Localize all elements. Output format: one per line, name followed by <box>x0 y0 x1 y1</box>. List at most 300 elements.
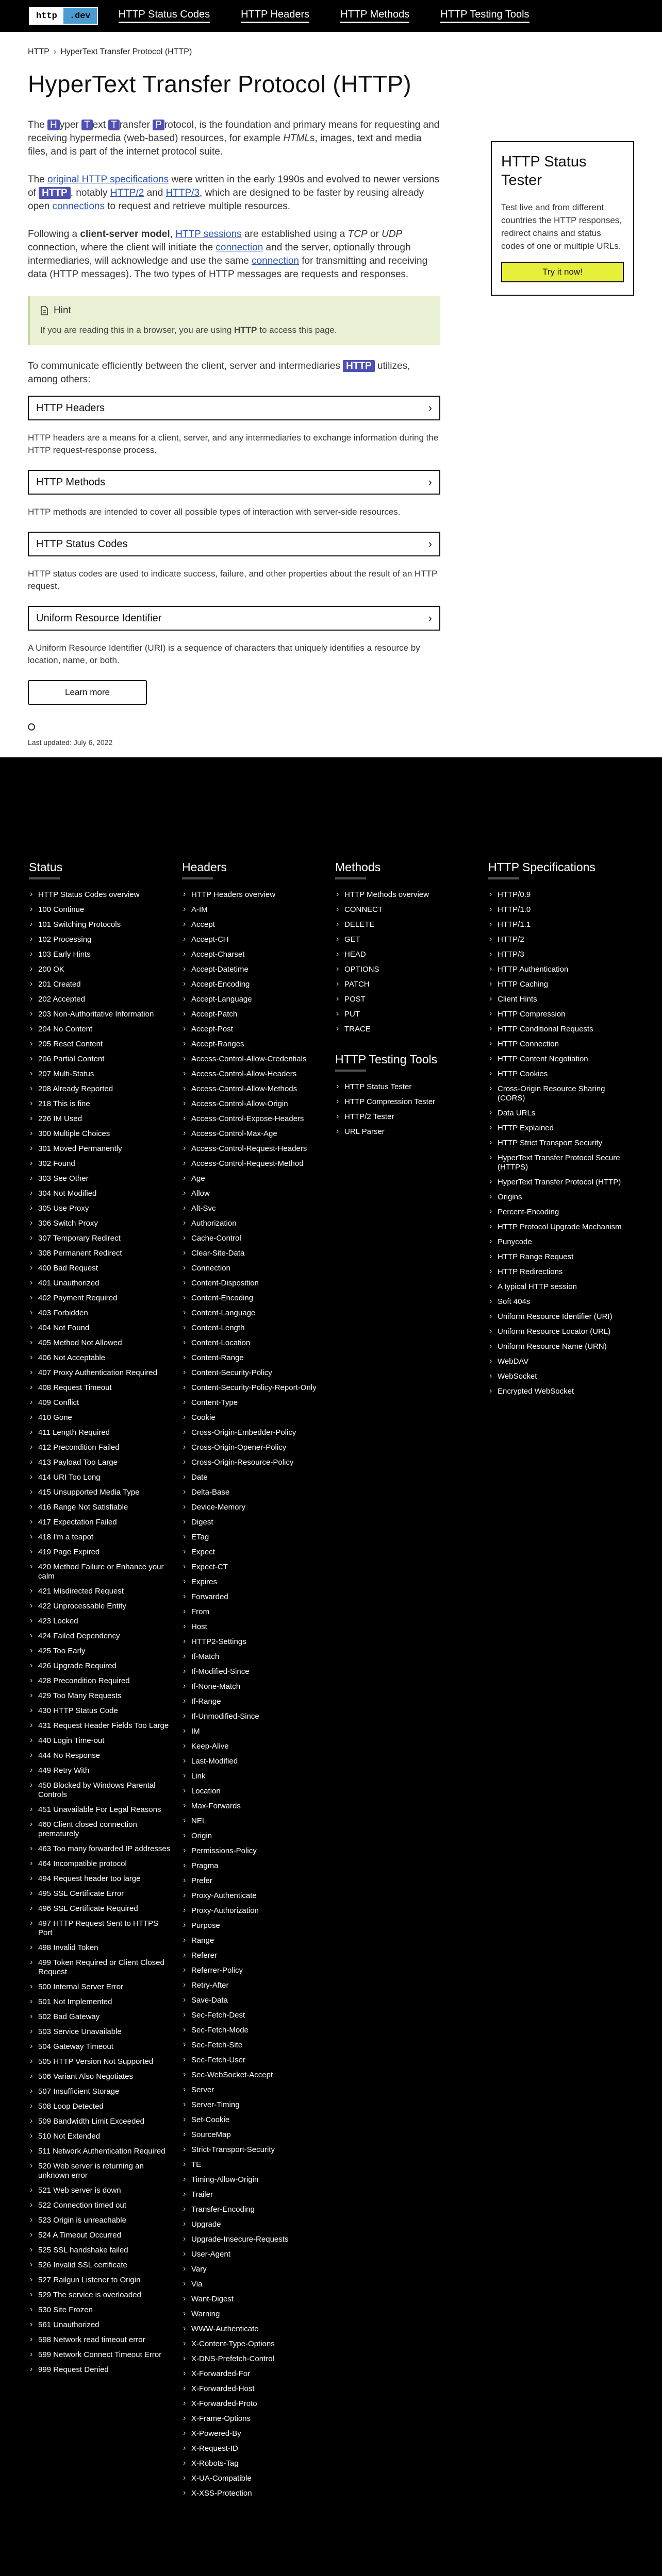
footer-link[interactable]: › 421 Misdirected Request <box>29 1584 172 1599</box>
footer-link[interactable]: › HTTP Cookies <box>488 1067 631 1082</box>
footer-link[interactable]: › IM <box>182 1724 325 1739</box>
footer-methods-heading: Methods <box>335 860 381 874</box>
footer <box>0 757 662 2576</box>
footer-link[interactable]: › Proxy-Authenticate <box>182 1889 325 1904</box>
footer-link[interactable]: › X-Request-ID <box>182 2442 325 2456</box>
footer-link[interactable]: › 426 Upgrade Required <box>29 1659 172 1674</box>
footer-link[interactable]: › CONNECT <box>335 903 478 918</box>
footer-link[interactable]: › Link <box>182 1769 325 1784</box>
try-it-button[interactable]: Try it now! <box>501 262 624 282</box>
footer-link[interactable]: › A typical HTTP session <box>488 1280 631 1295</box>
footer-link[interactable]: › Cross-Origin Resource Sharing (CORS) <box>488 1082 631 1106</box>
footer-link[interactable]: › Accept <box>182 918 325 933</box>
footer-link[interactable]: › Cache-Control <box>182 1231 325 1246</box>
footer-link[interactable]: › Sec-Fetch-Dest <box>182 2008 325 2023</box>
footer-link[interactable]: › Timing-Allow-Origin <box>182 2173 325 2188</box>
footer-link[interactable]: › Access-Control-Expose-Headers <box>182 1112 325 1127</box>
footer-link[interactable]: › 400 Bad Request <box>29 1261 172 1276</box>
footer-link[interactable]: › Encrypted WebSocket <box>488 1384 631 1399</box>
footer-link[interactable]: › HTTP/1.0 <box>488 903 631 918</box>
footer-link[interactable]: › 308 Permanent Redirect <box>29 1246 172 1261</box>
footer-specs-column <box>488 860 641 2576</box>
hint-text: If you are reading this in a browser, you are using HTTP to access this page. <box>40 325 337 335</box>
footer-link[interactable]: › If-Range <box>182 1694 325 1709</box>
footer-link[interactable]: › Purpose <box>182 1919 325 1934</box>
intro-paragraph-1: The H yper T ext T ransfer P rotocol, is the foundation and primary means for requesting and receiving hypermedia (web-based) resources, for example HTMLs, images, text and media files, and is part of the internet protocol suite. <box>28 120 440 157</box>
footer-link[interactable]: › 494 Request header too large <box>29 1872 172 1887</box>
footer-link[interactable]: › Content-Disposition <box>182 1276 325 1291</box>
footer-link[interactable]: › Sec-Fetch-User <box>182 2053 325 2068</box>
footer-link[interactable]: › Soft 404s <box>488 1295 631 1310</box>
footer-link[interactable]: › HyperText Transfer Protocol Secure (HTTPS) <box>488 1151 631 1175</box>
footer-link[interactable]: › If-None-Match <box>182 1680 325 1694</box>
footer-link[interactable]: › TE <box>182 2158 325 2173</box>
footer-link[interactable]: › Expires <box>182 1575 325 1590</box>
top-navigation <box>0 0 662 32</box>
footer-link[interactable]: › 200 OK <box>29 962 172 977</box>
footer-link[interactable]: › X-Robots-Tag <box>182 2456 325 2471</box>
footer-link[interactable]: › HTTP Caching <box>488 977 631 992</box>
footer-link[interactable]: › 497 HTTP Request Sent to HTTPS Port <box>29 1917 172 1941</box>
footer-methods-column <box>335 860 488 2576</box>
footer-link[interactable]: › If-Modified-Since <box>182 1665 325 1680</box>
footer-link[interactable]: › 460 Client closed connection prematurely <box>29 1818 172 1842</box>
footer-link[interactable]: › Cross-Origin-Opener-Policy <box>182 1440 325 1455</box>
footer-link[interactable]: › 530 Site Frozen <box>29 2303 172 2318</box>
footer-link[interactable]: › 300 Multiple Choices <box>29 1127 172 1142</box>
footer-link[interactable]: › 524 A Timeout Occurred <box>29 2228 172 2243</box>
footer-link[interactable]: › 103 Early Hints <box>29 947 172 962</box>
footer-link[interactable]: › Server-Timing <box>182 2098 325 2113</box>
footer-link[interactable]: › Percent-Encoding <box>488 1205 631 1220</box>
footer-link[interactable]: › 226 IM Used <box>29 1112 172 1127</box>
footer-link[interactable]: › Retry-After <box>182 1978 325 1993</box>
footer-link[interactable]: › Want-Digest <box>182 2292 325 2307</box>
link-original-specs[interactable]: original HTTP specifications <box>47 174 169 185</box>
footer-link[interactable]: › 506 Variant Also Negotiates <box>29 2070 172 2084</box>
footer-link[interactable]: › SourceMap <box>182 2128 325 2143</box>
footer-link[interactable]: › If-Match <box>182 1650 325 1665</box>
footer-link[interactable]: › URL Parser <box>335 1125 478 1140</box>
footer-link[interactable]: › 304 Not Modified <box>29 1187 172 1201</box>
footer-link[interactable]: › 413 Payload Too Large <box>29 1455 172 1470</box>
footer-link[interactable]: › 511 Network Authentication Required <box>29 2144 172 2159</box>
intro-paragraph-2: The original HTTP specifications were written in the early 1990s and evolved to newer versions of HTTP , notably HTTP/2 and HTTP/3, which are designed to be faster by reusing already open connections to request and retrieve multiple resources. <box>28 174 440 212</box>
footer-link[interactable]: › HTTP/0.9 <box>488 888 631 903</box>
nav-testing-tools[interactable]: HTTP Testing Tools <box>440 9 529 23</box>
footer-link[interactable]: › Access-Control-Allow-Headers <box>182 1067 325 1082</box>
footer-status-column <box>29 860 182 2576</box>
chevron-right-icon: › <box>428 612 432 624</box>
footer-link[interactable]: › Device-Memory <box>182 1500 325 1515</box>
footer-link[interactable]: › 410 Gone <box>29 1411 172 1426</box>
footer-link[interactable]: › Referer <box>182 1948 325 1963</box>
footer-link[interactable]: › X-Forwarded-Host <box>182 2382 325 2397</box>
footer-link[interactable]: › OPTIONS <box>335 962 478 977</box>
footer-link[interactable]: › Save-Data <box>182 1993 325 2008</box>
footer-methods-list <box>335 888 478 1037</box>
footer-link[interactable]: › 451 Unavailable For Legal Reasons <box>29 1803 172 1818</box>
footer-link[interactable]: › 430 HTTP Status Code <box>29 1704 172 1719</box>
footer-link[interactable]: › Access-Control-Request-Method <box>182 1157 325 1172</box>
footer-link[interactable]: › Origin <box>182 1829 325 1844</box>
footer-link[interactable]: › Transfer-Encoding <box>182 2202 325 2217</box>
footer-link[interactable]: › HTTP2-Settings <box>182 1635 325 1650</box>
footer-link[interactable]: › HTTP Explained <box>488 1121 631 1136</box>
footer-link[interactable]: › 499 Token Required or Client Closed Request <box>29 1956 172 1980</box>
footer-link[interactable]: › User-Agent <box>182 2247 325 2262</box>
footer-link[interactable]: › Expect <box>182 1545 325 1560</box>
footer-link[interactable]: › Cookie <box>182 1411 325 1426</box>
footer-link[interactable]: › X-DNS-Prefetch-Control <box>182 2352 325 2367</box>
footer-link[interactable]: › X-Powered-By <box>182 2427 325 2442</box>
footer-link[interactable]: › 418 I'm a teapot <box>29 1530 172 1545</box>
page-title: HyperText Transfer Protocol (HTTP) <box>28 71 411 97</box>
footer-link[interactable]: › 496 SSL Certificate Required <box>29 1902 172 1917</box>
footer-link[interactable]: › Strict-Transport-Security <box>182 2143 325 2158</box>
footer-link[interactable]: › 526 Invalid SSL certificate <box>29 2258 172 2273</box>
link-http3[interactable]: HTTP/3 <box>166 188 200 198</box>
footer-link[interactable]: › 208 Already Reported <box>29 1082 172 1097</box>
footer-link[interactable]: › 522 Connection timed out <box>29 2198 172 2213</box>
footer-link[interactable]: › Accept-Ranges <box>182 1037 325 1052</box>
footer-link[interactable]: › 523 Origin is unreachable <box>29 2213 172 2228</box>
footer-link[interactable]: › 504 Gateway Timeout <box>29 2040 172 2055</box>
footer-status-heading: Status <box>29 860 63 874</box>
footer-link[interactable]: › 408 Request Timeout <box>29 1381 172 1396</box>
footer-link[interactable]: › 204 No Content <box>29 1022 172 1037</box>
footer-link[interactable]: › Vary <box>182 2262 325 2277</box>
footer-link[interactable]: › HTTP Connection <box>488 1037 631 1052</box>
link-connection[interactable]: connection <box>216 242 263 253</box>
footer-link[interactable]: › Prefer <box>182 1874 325 1889</box>
footer-link[interactable]: › 409 Conflict <box>29 1396 172 1411</box>
footer-link[interactable]: › Range <box>182 1934 325 1948</box>
footer-link[interactable]: › Uniform Resource Identifier (URI) <box>488 1310 631 1325</box>
footer-link[interactable]: › Accept-Charset <box>182 947 325 962</box>
footer-link[interactable]: › HTTP Compression <box>488 1007 631 1022</box>
footer-link[interactable]: › 424 Failed Dependency <box>29 1629 172 1644</box>
footer-link[interactable]: › 431 Request Header Fields Too Large <box>29 1719 172 1734</box>
nav-headers[interactable]: HTTP Headers <box>241 9 309 23</box>
footer-link[interactable]: › 463 Too many forwarded IP addresses <box>29 1842 172 1857</box>
footer-link[interactable]: › 509 Bandwidth Limit Exceeded <box>29 2114 172 2129</box>
footer-link[interactable]: › 450 Blocked by Windows Parental Controls <box>29 1778 172 1803</box>
footer-link[interactable]: › WebSocket <box>488 1369 631 1384</box>
footer-link[interactable]: › 503 Service Unavailable <box>29 2025 172 2040</box>
card-description: HTTP status codes are used to indicate success, failure, and other properties about the result of an HTTP request. <box>28 569 438 591</box>
chevron-right-icon: › <box>428 401 432 414</box>
footer-link[interactable]: › 449 Retry With <box>29 1764 172 1778</box>
footer-link[interactable]: › Accept-CH <box>182 933 325 947</box>
footer-link[interactable]: › Warning <box>182 2307 325 2322</box>
footer-link[interactable]: › Cross-Origin-Resource-Policy <box>182 1455 325 1470</box>
footer-link[interactable]: › Content-Encoding <box>182 1291 325 1306</box>
logo-http: http <box>30 8 63 24</box>
footer-link[interactable]: › X-Forwarded-Proto <box>182 2397 325 2412</box>
footer-link[interactable]: › 416 Range Not Satisfiable <box>29 1500 172 1515</box>
footer-link[interactable]: › HTTP Conditional Requests <box>488 1022 631 1037</box>
footer-link[interactable]: › HTTP Headers overview <box>182 888 325 903</box>
footer-link[interactable]: › 498 Invalid Token <box>29 1941 172 1956</box>
footer-link[interactable]: › Access-Control-Allow-Methods <box>182 1082 325 1097</box>
footer-link[interactable]: › 599 Network Connect Timeout Error <box>29 2348 172 2363</box>
footer-link[interactable]: › 101 Switching Protocols <box>29 918 172 933</box>
footer-link[interactable]: › 405 Method Not Allowed <box>29 1336 172 1351</box>
status-tester-card <box>491 141 634 296</box>
footer-link[interactable]: › PATCH <box>335 977 478 992</box>
footer-link[interactable]: › 407 Proxy Authentication Required <box>29 1366 172 1381</box>
footer-link[interactable]: › 508 Loop Detected <box>29 2099 172 2114</box>
footer-link[interactable]: › Content-Security-Policy <box>182 1366 325 1381</box>
footer-link[interactable]: › 402 Payment Required <box>29 1291 172 1306</box>
footer-link[interactable]: › 598 Network read timeout error <box>29 2333 172 2348</box>
footer-link[interactable]: › 444 No Response <box>29 1749 172 1764</box>
footer-link[interactable]: › HTTP/2 <box>488 933 631 947</box>
footer-link[interactable]: › 525 SSL handshake failed <box>29 2243 172 2258</box>
footer-link[interactable]: › 419 Page Expired <box>29 1545 172 1560</box>
footer-link[interactable]: › 521 Web server is down <box>29 2183 172 2198</box>
footer-link[interactable]: › HTTP Strict Transport Security <box>488 1136 631 1151</box>
footer-link[interactable]: › Sec-Fetch-Mode <box>182 2023 325 2038</box>
footer-link[interactable]: › WWW-Authenticate <box>182 2322 325 2337</box>
footer-link[interactable]: › Authorization <box>182 1216 325 1231</box>
nav-status-codes[interactable]: HTTP Status Codes <box>119 9 210 23</box>
footer-link[interactable]: › X-Content-Type-Options <box>182 2337 325 2352</box>
footer-link[interactable]: › Uniform Resource Name (URN) <box>488 1340 631 1354</box>
footer-link[interactable]: › 302 Found <box>29 1157 172 1172</box>
footer-link[interactable]: › Upgrade <box>182 2217 325 2232</box>
footer-link[interactable]: › Digest <box>182 1515 325 1530</box>
footer-link[interactable]: › Max-Forwards <box>182 1799 325 1814</box>
footer-link[interactable]: › 401 Unauthorized <box>29 1276 172 1291</box>
footer-link[interactable]: › HyperText Transfer Protocol (HTTP) <box>488 1175 631 1190</box>
document-icon <box>40 306 48 315</box>
footer-link[interactable]: › HTTP Status Codes overview <box>29 888 172 903</box>
footer-link[interactable]: › Sec-WebSocket-Accept <box>182 2068 325 2083</box>
footer-link[interactable]: › From <box>182 1605 325 1620</box>
footer-link[interactable]: › X-UA-Compatible <box>182 2471 325 2486</box>
footer-link[interactable]: › X-XSS-Protection <box>182 2486 325 2501</box>
footer-link[interactable]: › Content-Location <box>182 1336 325 1351</box>
footer-link[interactable]: › Sec-Fetch-Site <box>182 2038 325 2053</box>
card-http-status-codes[interactable]: HTTP Status Codes › <box>28 532 440 556</box>
footer-link[interactable]: › Age <box>182 1172 325 1187</box>
footer-link[interactable]: › 417 Expectation Failed <box>29 1515 172 1530</box>
footer-specs-heading: HTTP Specifications <box>488 860 595 874</box>
footer-link[interactable]: › X-Forwarded-For <box>182 2367 325 2382</box>
footer-link[interactable]: › Location <box>182 1784 325 1799</box>
footer-link[interactable]: › 207 Multi-Status <box>29 1067 172 1082</box>
footer-link[interactable]: › DELETE <box>335 918 478 933</box>
link-http2[interactable]: HTTP/2 <box>110 188 144 198</box>
footer-link[interactable]: › 561 Unauthorized <box>29 2318 172 2333</box>
footer-link[interactable]: › 527 Railgun Listener to Origin <box>29 2273 172 2288</box>
footer-link[interactable]: › Referrer-Policy <box>182 1963 325 1978</box>
footer-link[interactable]: › Content-Security-Policy-Report-Only <box>182 1381 325 1396</box>
footer-link[interactable]: › HTTP/3 <box>488 947 631 962</box>
footer-link[interactable]: › Accept-Encoding <box>182 977 325 992</box>
footer-link[interactable]: › 412 Precondition Failed <box>29 1440 172 1455</box>
footer-link[interactable]: › HTTP Methods overview <box>335 888 478 903</box>
footer-link[interactable]: › HTTP Range Request <box>488 1250 631 1265</box>
footer-link[interactable]: › 500 Internal Server Error <box>29 1980 172 1995</box>
footer-link[interactable]: › 440 Login Time-out <box>29 1734 172 1749</box>
hint-title: Hint <box>54 305 71 316</box>
footer-link[interactable]: › HTTP Content Negotiation <box>488 1052 631 1067</box>
footer-link[interactable]: › Pragma <box>182 1859 325 1874</box>
footer-link[interactable]: › Server <box>182 2083 325 2098</box>
footer-link[interactable]: › 507 Insufficient Storage <box>29 2084 172 2099</box>
footer-specs-list <box>488 888 631 1399</box>
footer-link[interactable]: › 100 Continue <box>29 903 172 918</box>
chevron-right-icon: › <box>428 476 432 488</box>
logo-dev: .dev <box>63 8 97 24</box>
card-http-headers[interactable]: HTTP Headers › <box>28 396 440 420</box>
footer-link[interactable]: › Alt-Svc <box>182 1201 325 1216</box>
footer-link[interactable]: › HTTP Protocol Upgrade Mechanism <box>488 1220 631 1235</box>
footer-link[interactable]: › 501 Not Implemented <box>29 1995 172 2010</box>
footer-link[interactable]: › POST <box>335 992 478 1007</box>
footer-link[interactable]: › Date <box>182 1470 325 1485</box>
footer-link[interactable]: › Accept-Post <box>182 1022 325 1037</box>
footer-link[interactable]: › X-Frame-Options <box>182 2412 325 2427</box>
footer-link[interactable]: › Client Hints <box>488 992 631 1007</box>
footer-link[interactable]: › Access-Control-Request-Headers <box>182 1142 325 1157</box>
footer-link[interactable]: › 307 Temporary Redirect <box>29 1231 172 1246</box>
footer-link[interactable]: › Connection <box>182 1261 325 1276</box>
footer-link[interactable]: › Via <box>182 2277 325 2292</box>
footer-link[interactable]: › Uniform Resource Locator (URL) <box>488 1325 631 1340</box>
footer-link[interactable]: › 425 Too Early <box>29 1644 172 1659</box>
footer-link[interactable]: › HTTP Compression Tester <box>335 1095 478 1110</box>
footer-link[interactable]: › Forwarded <box>182 1590 325 1605</box>
settings-icon[interactable] <box>28 723 35 731</box>
footer-headers-list <box>182 888 325 2501</box>
footer-link[interactable]: › 505 HTTP Version Not Supported <box>29 2055 172 2070</box>
footer-link[interactable]: › Access-Control-Allow-Origin <box>182 1097 325 1112</box>
footer-link[interactable]: › 429 Too Many Requests <box>29 1689 172 1704</box>
footer-link[interactable]: › 420 Method Failure or Enhance your calm <box>29 1560 172 1584</box>
footer-link[interactable]: › WebDAV <box>488 1354 631 1369</box>
communicate-paragraph: To communicate efficiently between the client, server and intermediaries HTTP utilizes, among others: <box>28 361 410 385</box>
footer-link[interactable]: › HEAD <box>335 947 478 962</box>
footer-link[interactable]: › TRACE <box>335 1022 478 1037</box>
footer-link[interactable]: › Set-Cookie <box>182 2113 325 2128</box>
footer-link[interactable]: › 999 Request Denied <box>29 2363 172 2378</box>
footer-link[interactable]: › 218 This is fine <box>29 1097 172 1112</box>
footer-link[interactable]: › 206 Partial Content <box>29 1052 172 1067</box>
footer-link[interactable]: › 529 The service is overloaded <box>29 2288 172 2303</box>
tester-title: HTTP Status Tester <box>501 154 587 189</box>
footer-link[interactable]: › 202 Accepted <box>29 992 172 1007</box>
footer-link[interactable]: › 422 Unprocessable Entity <box>29 1599 172 1614</box>
footer-link[interactable]: › 510 Not Extended <box>29 2129 172 2144</box>
footer-link[interactable]: › Permissions-Policy <box>182 1844 325 1859</box>
footer-link[interactable]: › Delta-Base <box>182 1485 325 1500</box>
footer-link[interactable]: › 495 SSL Certificate Error <box>29 1887 172 1902</box>
footer-link[interactable]: › Accept-Datetime <box>182 962 325 977</box>
footer-link[interactable]: › Accept-Patch <box>182 1007 325 1022</box>
footer-link[interactable]: › Data URLs <box>488 1106 631 1121</box>
footer-link[interactable]: › 411 Length Required <box>29 1426 172 1440</box>
footer-link[interactable]: › 201 Created <box>29 977 172 992</box>
footer-link[interactable]: › HTTP Authentication <box>488 962 631 977</box>
footer-link[interactable]: › Punycode <box>488 1235 631 1250</box>
link-connections[interactable]: connections <box>52 201 105 212</box>
footer-link[interactable]: › Accept-Language <box>182 992 325 1007</box>
breadcrumb-separator: › <box>53 47 57 56</box>
footer-link[interactable]: › 423 Locked <box>29 1614 172 1629</box>
footer-link[interactable]: › If-Unmodified-Since <box>182 1709 325 1724</box>
footer-link[interactable]: › Content-Length <box>182 1321 325 1336</box>
card-uri[interactable]: Uniform Resource Identifier › <box>28 606 440 631</box>
footer-link[interactable]: › PUT <box>335 1007 478 1022</box>
footer-link[interactable]: › 301 Moved Permanently <box>29 1142 172 1157</box>
footer-link[interactable]: › Keep-Alive <box>182 1739 325 1754</box>
footer-link[interactable]: › HTTP Redirections <box>488 1265 631 1280</box>
footer-link[interactable]: › 205 Reset Content <box>29 1037 172 1052</box>
footer-link[interactable]: › HTTP/1.1 <box>488 918 631 933</box>
footer-link[interactable]: › Content-Language <box>182 1306 325 1321</box>
footer-link[interactable]: › Upgrade-Insecure-Requests <box>182 2232 325 2247</box>
footer-link[interactable]: › Proxy-Authorization <box>182 1904 325 1919</box>
footer-link[interactable]: › Allow <box>182 1187 325 1201</box>
footer-link[interactable]: › 414 URI Too Long <box>29 1470 172 1485</box>
footer-link[interactable]: › 415 Unsupported Media Type <box>29 1485 172 1500</box>
footer-link[interactable]: › Clear-Site-Data <box>182 1246 325 1261</box>
footer-link[interactable]: › 502 Bad Gateway <box>29 2010 172 2025</box>
footer-link[interactable]: › Origins <box>488 1190 631 1205</box>
footer-link[interactable]: › NEL <box>182 1814 325 1829</box>
footer-link[interactable]: › A-IM <box>182 903 325 918</box>
footer-link[interactable]: › Access-Control-Allow-Credentials <box>182 1052 325 1067</box>
footer-link[interactable]: › 102 Processing <box>29 933 172 947</box>
footer-link[interactable]: › Cross-Origin-Embedder-Policy <box>182 1426 325 1440</box>
footer-link[interactable]: › Host <box>182 1620 325 1635</box>
footer-link[interactable]: › 303 See Other <box>29 1172 172 1187</box>
footer-link[interactable]: › 404 Not Found <box>29 1321 172 1336</box>
footer-link[interactable]: › 464 Incompatible protocol <box>29 1857 172 1872</box>
footer-link[interactable]: › 406 Not Acceptable <box>29 1351 172 1366</box>
nav-methods[interactable]: HTTP Methods <box>340 9 409 23</box>
footer-link[interactable]: › 520 Web server is returning an unknown error <box>29 2159 172 2183</box>
footer-link[interactable]: › 203 Non-Authoritative Information <box>29 1007 172 1022</box>
breadcrumb-home[interactable]: HTTP <box>28 47 49 56</box>
footer-link[interactable]: › 306 Switch Proxy <box>29 1216 172 1231</box>
link-connection-2[interactable]: connection <box>252 256 299 266</box>
footer-link[interactable]: › Last-Modified <box>182 1754 325 1769</box>
link-sessions[interactable]: HTTP sessions <box>175 229 242 240</box>
footer-link[interactable]: › Access-Control-Max-Age <box>182 1127 325 1142</box>
learn-more-button[interactable]: Learn more <box>28 680 147 705</box>
footer-link[interactable]: › 403 Forbidden <box>29 1306 172 1321</box>
footer-link[interactable]: › HTTP/2 Tester <box>335 1110 478 1125</box>
footer-link[interactable]: › GET <box>335 933 478 947</box>
footer-link[interactable]: › 428 Precondition Required <box>29 1674 172 1689</box>
footer-link[interactable]: › ETag <box>182 1530 325 1545</box>
footer-link[interactable]: › Content-Type <box>182 1396 325 1411</box>
site-logo[interactable] <box>29 7 98 25</box>
last-updated: Last updated: July 6, 2022 <box>28 738 113 747</box>
footer-link[interactable]: › 305 Use Proxy <box>29 1201 172 1216</box>
footer-link[interactable]: › Expect-CT <box>182 1560 325 1575</box>
footer-link[interactable]: › Trailer <box>182 2188 325 2202</box>
tester-text: Test live and from different countries the HTTP responses, redirect chains and status codes of one or multiple URLs. <box>501 202 622 251</box>
card-http-methods[interactable]: HTTP Methods › <box>28 470 440 495</box>
footer-link[interactable]: › HTTP Status Tester <box>335 1080 478 1095</box>
footer-link[interactable]: › Content-Range <box>182 1351 325 1366</box>
